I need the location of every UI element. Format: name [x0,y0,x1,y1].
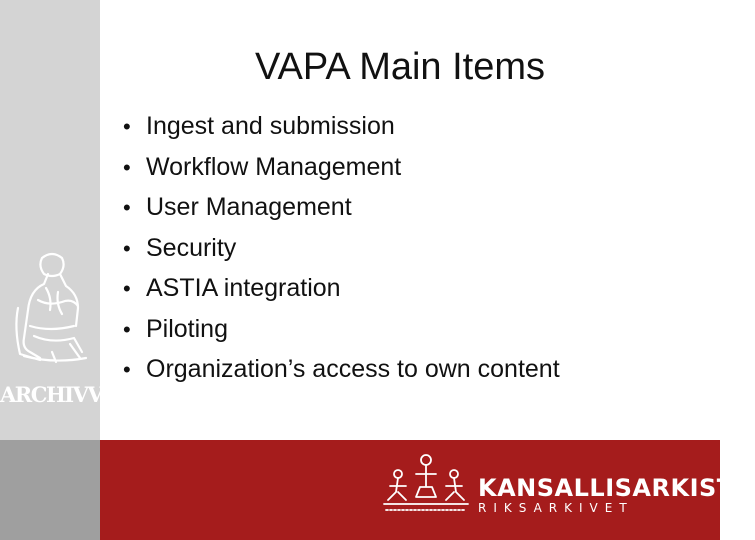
sidebar-bottom-block [0,440,100,540]
bullet-dot-icon: • [123,154,131,180]
bullet-text: Piloting [146,314,228,343]
bullet-item [123,110,560,151]
bullet-dot-icon: • [123,195,131,220]
archivvm-logo-text: ARCHIVVM [0,382,124,407]
statue-icon [8,248,94,366]
bullet-text: User Management [146,193,352,221]
slide-title: VAPA Main Items [254,46,546,88]
bullet-text: Organization’s access to own content [146,355,560,383]
bullet-item [123,313,560,354]
bullet-item [123,232,560,273]
bullet-dot-icon: • [123,316,131,342]
riksarkivet-logo-text: RIKSARKIVET [478,501,634,515]
bullet-item [123,191,560,232]
bullet-dot-icon: • [123,114,131,139]
bullet-text: ASTIA integration [146,274,341,302]
bullet-dot-icon: • [123,357,131,382]
bullet-item [123,353,560,394]
bullet-dot-icon: • [123,276,131,301]
left-sidebar [0,0,124,440]
bullet-item [123,272,560,313]
archive-seal-icon [380,452,472,516]
bullet-item [123,151,560,192]
bullet-text: Ingest and submission [146,112,395,140]
kansallisarkisto-logo-text: KANSALLISARKISTO [478,474,755,502]
bullet-dot-icon: • [123,235,131,261]
bullet-list [123,110,560,394]
bullet-text: Workflow Management [146,152,402,181]
bullet-text: Security [146,233,237,262]
